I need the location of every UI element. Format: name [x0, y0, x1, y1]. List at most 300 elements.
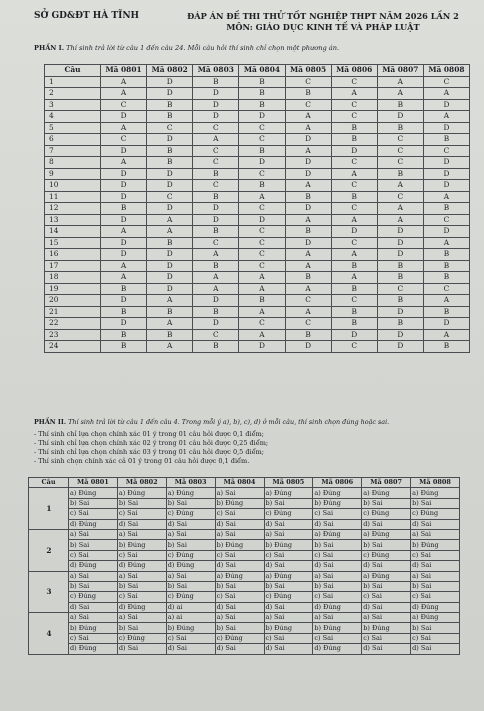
answer-cell: c) Đúng	[362, 550, 411, 560]
answer-cell: A	[331, 249, 377, 261]
answer-cell: c) Sai	[313, 592, 362, 602]
answer-cell: A	[147, 341, 193, 353]
answer-cell: a) Sai	[69, 613, 118, 623]
answer-cell: D	[285, 203, 331, 215]
answer-cell: C	[239, 168, 285, 180]
answer-cell: C	[239, 237, 285, 249]
answer-cell: C	[193, 122, 239, 134]
answer-cell: B	[147, 306, 193, 318]
answer-cell: B	[193, 226, 239, 238]
table-row	[29, 488, 460, 498]
answer-cell: d) Đúng	[313, 602, 362, 612]
answer-cell: A	[285, 283, 331, 295]
table-row	[45, 237, 470, 249]
answer-cell: A	[147, 295, 193, 307]
question-number: 18	[45, 272, 101, 284]
question-number: 12	[45, 203, 101, 215]
answer-cell: c) Sai	[215, 550, 264, 560]
answer-cell: A	[193, 272, 239, 284]
table-row	[29, 509, 460, 519]
answer-cell: d) Sai	[362, 644, 411, 654]
answer-cell: A	[239, 283, 285, 295]
question-number: 4	[29, 613, 69, 655]
answer-cell: D	[101, 111, 147, 123]
answer-cell: D	[423, 157, 469, 169]
question-number: 3	[29, 571, 69, 613]
table-row	[29, 592, 460, 602]
answer-cell: b) Sai	[215, 623, 264, 633]
answer-cell: d) Sai	[313, 561, 362, 571]
answer-cell: d) Đúng	[313, 644, 362, 654]
answer-cell: c) Sai	[117, 592, 166, 602]
answer-cell: d) Đúng	[411, 602, 460, 612]
table-row	[45, 329, 470, 341]
answer-cell: c) Sai	[411, 550, 460, 560]
answer-cell: B	[239, 76, 285, 88]
answer-cell: A	[239, 191, 285, 203]
answer-cell: B	[331, 191, 377, 203]
answer-cell: c) Sai	[313, 509, 362, 519]
answer-cell: d) Đúng	[166, 561, 215, 571]
answer-cell: D	[147, 134, 193, 146]
table-row	[29, 540, 460, 550]
table-row	[29, 602, 460, 612]
answer-cell: A	[285, 306, 331, 318]
table-row	[45, 76, 470, 88]
answer-cell: d) Đúng	[69, 561, 118, 571]
answer-cell: D	[193, 203, 239, 215]
answer-cell: C	[377, 145, 423, 157]
question-number: 21	[45, 306, 101, 318]
answer-cell: B	[147, 145, 193, 157]
answer-cell: c) Đúng	[166, 592, 215, 602]
answer-cell: a) Đúng	[411, 488, 460, 498]
column-header: Mã 0805	[264, 478, 313, 488]
answer-cell: a) Sai	[69, 529, 118, 539]
answer-cell: C	[331, 237, 377, 249]
answer-cell: d) Sai	[215, 602, 264, 612]
table-row	[45, 214, 470, 226]
answer-cell: B	[147, 237, 193, 249]
answer-cell: C	[193, 237, 239, 249]
answer-cell: a) Đúng	[411, 613, 460, 623]
answer-cell: D	[239, 111, 285, 123]
question-number: 10	[45, 180, 101, 192]
answer-cell: b) Sai	[117, 581, 166, 591]
table-row	[45, 226, 470, 238]
answer-cell: A	[377, 203, 423, 215]
answer-cell: D	[285, 157, 331, 169]
answer-cell: C	[239, 134, 285, 146]
answer-cell: B	[239, 145, 285, 157]
answer-cell: B	[285, 272, 331, 284]
column-header: Mã 0807	[377, 65, 423, 77]
table-row	[29, 561, 460, 571]
answer-cell: d) Sai	[215, 644, 264, 654]
answer-cell: B	[377, 99, 423, 111]
answer-cell: A	[285, 111, 331, 123]
answer-cell: C	[147, 122, 193, 134]
answer-cell: D	[147, 180, 193, 192]
answer-cell: C	[239, 318, 285, 330]
answer-cell: D	[101, 318, 147, 330]
answer-cell: D	[239, 214, 285, 226]
answer-cell: b) Đúng	[411, 540, 460, 550]
table-row	[45, 180, 470, 192]
answer-cell: D	[423, 99, 469, 111]
question-number: 23	[45, 329, 101, 341]
answer-cell: B	[101, 203, 147, 215]
answer-cell: B	[423, 341, 469, 353]
answer-cell: D	[101, 145, 147, 157]
table-row	[45, 111, 470, 123]
answer-cell: B	[147, 99, 193, 111]
subject-title: MÔN: GIÁO DỤC KINH TẾ VÀ PHÁP LUẬT	[226, 22, 420, 32]
answer-cell: C	[285, 295, 331, 307]
answer-cell: D	[377, 341, 423, 353]
answer-cell: D	[147, 272, 193, 284]
table-row	[45, 168, 470, 180]
answer-cell: C	[331, 157, 377, 169]
answer-cell: c) Sai	[69, 633, 118, 643]
answer-cell: A	[285, 180, 331, 192]
table-row	[45, 122, 470, 134]
table-row	[45, 295, 470, 307]
answer-cell: B	[285, 329, 331, 341]
answer-cell: C	[239, 249, 285, 261]
answer-cell: d) Sai	[362, 602, 411, 612]
answer-cell: c) Đúng	[166, 509, 215, 519]
answer-cell: a) Sai	[264, 529, 313, 539]
answer-cell: d) Sai	[117, 519, 166, 529]
answer-cell: D	[423, 168, 469, 180]
table-row	[45, 249, 470, 261]
answer-cell: a) Sai	[313, 571, 362, 581]
answer-cell: D	[423, 226, 469, 238]
table-row	[29, 529, 460, 539]
answer-cell: a) Sai	[166, 529, 215, 539]
table-row	[45, 157, 470, 169]
question-number: 19	[45, 283, 101, 295]
answer-cell: C	[331, 295, 377, 307]
answer-cell: B	[147, 157, 193, 169]
answer-cell: B	[239, 180, 285, 192]
answer-cell: A	[331, 88, 377, 100]
answer-cell: B	[331, 134, 377, 146]
answer-cell: A	[331, 214, 377, 226]
answer-cell: A	[285, 214, 331, 226]
question-number: 9	[45, 168, 101, 180]
part2-instruction	[34, 418, 474, 426]
answer-cell: B	[331, 283, 377, 295]
answer-cell: B	[423, 306, 469, 318]
answer-cell: D	[101, 191, 147, 203]
answer-cell: D	[239, 341, 285, 353]
answer-cell: d) Sai	[411, 519, 460, 529]
scoring-rule: - Thí sinh chỉ lựa chọn chính xác 02 ý trong 01 câu hỏi được 0,25 điểm;	[34, 439, 269, 447]
answer-cell: b) Sai	[411, 623, 460, 633]
answer-cell: A	[423, 111, 469, 123]
table-header-row	[29, 478, 460, 488]
question-number: 11	[45, 191, 101, 203]
answer-cell: a) Đúng	[215, 571, 264, 581]
answer-cell: C	[331, 341, 377, 353]
answer-cell: C	[239, 122, 285, 134]
answer-cell: D	[331, 226, 377, 238]
answer-cell: B	[239, 99, 285, 111]
answer-cell: D	[377, 226, 423, 238]
answer-cell: D	[423, 180, 469, 192]
answer-cell: D	[285, 237, 331, 249]
answer-cell: C	[377, 157, 423, 169]
answer-cell: C	[239, 203, 285, 215]
question-number: 22	[45, 318, 101, 330]
answer-cell: a) Sai	[117, 571, 166, 581]
table-row	[29, 613, 460, 623]
scoring-rule: - Thí sinh chọn chính xác cả 01 ý trong 01 câu hỏi được 0,1 điểm.	[34, 457, 250, 465]
answer-cell: B	[423, 203, 469, 215]
answer-cell: B	[193, 76, 239, 88]
answer-cell: b) Đúng	[313, 623, 362, 633]
column-header: Mã 0804	[215, 478, 264, 488]
answer-cell: C	[331, 203, 377, 215]
answer-cell: D	[193, 99, 239, 111]
answer-cell: b) Sai	[117, 623, 166, 633]
question-number: 7	[45, 145, 101, 157]
question-number: 16	[45, 249, 101, 261]
question-number: 1	[45, 76, 101, 88]
answer-cell: C	[193, 157, 239, 169]
answer-cell: A	[239, 329, 285, 341]
answer-cell: D	[285, 341, 331, 353]
answer-cell: C	[101, 99, 147, 111]
answer-cell: C	[331, 76, 377, 88]
answer-cell: C	[239, 226, 285, 238]
answer-cell: A	[147, 318, 193, 330]
answer-cell: b) Đúng	[264, 540, 313, 550]
answer-cell: A	[285, 260, 331, 272]
answer-cell: a) Sai	[362, 613, 411, 623]
answer-cell: b) Sai	[166, 581, 215, 591]
table-row	[29, 550, 460, 560]
answer-cell: a) Đúng	[362, 488, 411, 498]
answer-cell: a) Sai	[215, 613, 264, 623]
answer-cell: D	[377, 237, 423, 249]
answer-cell: B	[285, 191, 331, 203]
answer-cell: C	[285, 99, 331, 111]
answer-cell: d) Sai	[264, 519, 313, 529]
answer-cell: d) Sai	[117, 644, 166, 654]
answer-cell: a) Đúng	[313, 488, 362, 498]
answer-cell: B	[331, 260, 377, 272]
part1-label: PHẦN I.	[34, 44, 65, 52]
question-number: 8	[45, 157, 101, 169]
answer-cell: D	[101, 214, 147, 226]
table-row	[45, 88, 470, 100]
answer-cell: D	[101, 249, 147, 261]
column-header: Mã 0805	[285, 65, 331, 77]
answer-cell: a) Sai	[69, 571, 118, 581]
column-header: Câu	[29, 478, 69, 488]
answer-cell: d) Sai	[69, 602, 118, 612]
answer-cell: c) Sai	[117, 550, 166, 560]
answer-cell: B	[101, 283, 147, 295]
answer-cell: b) Sai	[69, 540, 118, 550]
answer-cell: d) Sai	[411, 644, 460, 654]
answer-cell: B	[377, 168, 423, 180]
answer-cell: b) Đúng	[313, 498, 362, 508]
answer-cell: A	[285, 122, 331, 134]
answer-cell: B	[101, 341, 147, 353]
answer-cell: d) Sai	[215, 519, 264, 529]
answer-cell: b) Sai	[313, 581, 362, 591]
answer-cell: D	[423, 318, 469, 330]
answer-cell: A	[239, 306, 285, 318]
answer-cell: b) Đúng	[215, 540, 264, 550]
answer-cell: A	[377, 76, 423, 88]
answer-cell: c) Đúng	[411, 509, 460, 519]
answer-cell: a) Đúng	[264, 571, 313, 581]
document-title: ĐÁP ÁN ĐỀ THI THỬ TỐT NGHIỆP THPT NĂM 2026 LẦN 2	[187, 11, 459, 21]
answer-cell: C	[331, 111, 377, 123]
answer-cell: B	[377, 122, 423, 134]
table-row	[45, 99, 470, 111]
answer-cell: A	[101, 88, 147, 100]
question-number: 1	[29, 488, 69, 530]
answer-cell: c) Sai	[411, 633, 460, 643]
answer-cell: A	[101, 226, 147, 238]
scoring-rule: - Thí sinh chỉ lựa chọn chính xác 01 ý trong 01 câu hỏi được 0,1 điểm;	[34, 430, 264, 438]
answer-cell: C	[423, 145, 469, 157]
part1-answer-table	[44, 64, 470, 353]
table-row	[29, 644, 460, 654]
answer-cell: B	[423, 249, 469, 261]
answer-cell: c) Sai	[69, 509, 118, 519]
answer-cell: B	[331, 306, 377, 318]
answer-cell: B	[193, 260, 239, 272]
answer-cell: a) Sai	[215, 488, 264, 498]
answer-cell: C	[285, 76, 331, 88]
table-row	[45, 145, 470, 157]
table-row	[45, 134, 470, 146]
answer-cell: B	[193, 168, 239, 180]
answer-cell: A	[285, 249, 331, 261]
table-row	[45, 341, 470, 353]
answer-cell: C	[423, 76, 469, 88]
answer-cell: A	[101, 76, 147, 88]
column-header: Mã 0801	[69, 478, 118, 488]
answer-cell: b) Sai	[264, 498, 313, 508]
part2-text: Thí sinh trả lời từ câu 1 đến câu 4. Trong mỗi ý a), b), c), d) ở mỗi câu, thí sinh chọn đúng hoặc sai.	[68, 418, 390, 426]
answer-cell: D	[377, 306, 423, 318]
answer-cell: A	[331, 168, 377, 180]
question-number: 5	[45, 122, 101, 134]
table-row	[45, 283, 470, 295]
answer-cell: d) Sai	[166, 519, 215, 529]
table-row	[45, 191, 470, 203]
answer-cell: c) Đúng	[166, 550, 215, 560]
answer-cell: C	[147, 191, 193, 203]
answer-cell: A	[377, 88, 423, 100]
answer-cell: D	[147, 203, 193, 215]
answer-cell: D	[101, 237, 147, 249]
answer-cell: b) Sai	[362, 540, 411, 550]
answer-cell: C	[101, 134, 147, 146]
answer-cell: a) Sai	[166, 571, 215, 581]
answer-cell: D	[193, 214, 239, 226]
scoring-rule: - Thí sinh chỉ lựa chọn chính xác 03 ý trong 01 câu hỏi được 0,5 điểm;	[34, 448, 264, 456]
answer-cell: a) Sai	[264, 613, 313, 623]
answer-cell: B	[331, 318, 377, 330]
answer-cell: B	[101, 329, 147, 341]
answer-cell: c) Đúng	[117, 633, 166, 643]
answer-cell: d) Sai	[362, 519, 411, 529]
answer-cell: c) Sai	[362, 592, 411, 602]
answer-cell: a) Sai	[313, 613, 362, 623]
answer-cell: D	[147, 76, 193, 88]
answer-cell: D	[285, 168, 331, 180]
table-row	[29, 633, 460, 643]
answer-cell: D	[193, 295, 239, 307]
answer-cell: B	[423, 260, 469, 272]
answer-cell: D	[101, 180, 147, 192]
answer-cell: c) Sai	[69, 550, 118, 560]
answer-cell: A	[423, 237, 469, 249]
table-row	[29, 498, 460, 508]
answer-cell: A	[101, 272, 147, 284]
answer-cell: C	[423, 214, 469, 226]
answer-cell: d) Sai	[215, 561, 264, 571]
answer-cell: c) Sai	[117, 509, 166, 519]
answer-cell: B	[377, 295, 423, 307]
part2-label: PHẦN II.	[34, 418, 67, 426]
table-row	[29, 581, 460, 591]
answer-cell: D	[147, 283, 193, 295]
answer-cell: b) Sai	[69, 581, 118, 591]
answer-cell: C	[377, 191, 423, 203]
answer-cell: D	[285, 134, 331, 146]
question-number: 4	[45, 111, 101, 123]
answer-cell: D	[193, 318, 239, 330]
answer-cell: a) Đúng	[117, 488, 166, 498]
question-number: 17	[45, 260, 101, 272]
answer-cell: B	[423, 134, 469, 146]
answer-cell: D	[239, 157, 285, 169]
question-number: 15	[45, 237, 101, 249]
column-header: Mã 0801	[101, 65, 147, 77]
answer-cell: D	[147, 88, 193, 100]
answer-cell: C	[193, 145, 239, 157]
part2-answer-table	[28, 477, 460, 655]
part1-instruction	[34, 44, 474, 52]
answer-cell: B	[285, 226, 331, 238]
answer-cell: B	[239, 295, 285, 307]
answer-cell: C	[377, 283, 423, 295]
answer-cell: B	[193, 306, 239, 318]
answer-cell: D	[331, 329, 377, 341]
column-header: Câu	[45, 65, 101, 77]
question-number: 3	[45, 99, 101, 111]
answer-cell: a) Sai	[411, 529, 460, 539]
answer-cell: B	[331, 122, 377, 134]
answer-cell: C	[377, 134, 423, 146]
answer-cell: D	[147, 168, 193, 180]
answer-cell: a) ai	[166, 613, 215, 623]
answer-cell: B	[377, 260, 423, 272]
answer-cell: c) Sai	[264, 550, 313, 560]
answer-cell: A	[101, 122, 147, 134]
column-header: Mã 0808	[423, 65, 469, 77]
